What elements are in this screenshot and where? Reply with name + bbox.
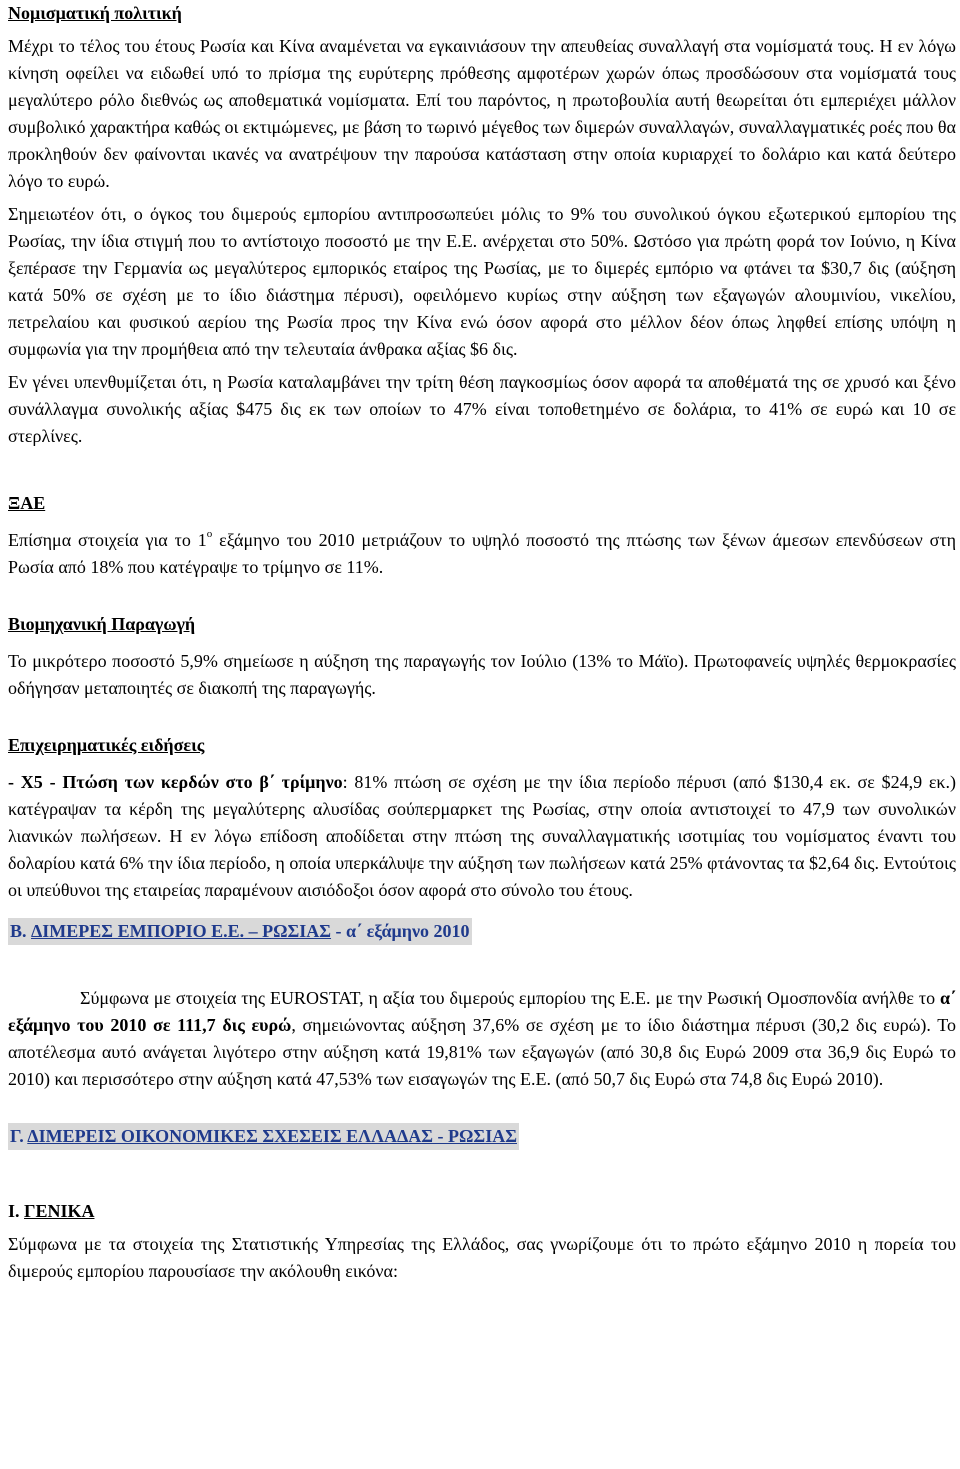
section-b-title: ΔΙΜΕΡΕΣ ΕΜΠΟΡΙΟ Ε.Ε. – ΡΩΣΙΑΣ — [31, 921, 332, 941]
industrial-production-heading: Βιομηχανική Παραγωγή — [8, 614, 196, 634]
section-b-paragraph — [8, 985, 956, 1093]
business-lead: - X5 - Πτώση των κερδών στο β΄ τρίμηνο — [8, 772, 343, 792]
fdi-heading: ΞΑΕ — [8, 493, 46, 513]
business-news-heading: Επιχειρηματικές ειδήσεις — [8, 735, 205, 755]
business-text: : 81% πτώση σε σχέση με την ίδια περίοδο πέρυσι (από $130,4 εκ. σε $24,9 εκ.) κατέγραψαν τα κέρδη της μεγαλύτερης αλυσίδας σούπερμαρκετ της Ρωσίας, στην οποία αντιστοιχεί το 47,9 των συνολικών λιανικών πωλήσεων. Η εν λόγω επίδοση αποδίδεται στην πτώση της συναλλαγματικής ισοτιμίας του νομίσματος έναντι του δολαρίου κατά 6% την ίδια περίοδο, η οποία υπερκάλυψε την αύξηση των πωλήσεων κατά 25% φτάνοντας τα $2,64 δις. Εντούτοις οι υπεύθυνοι της εταιρείας παραμένουν αισιόδοξοι όσον αφορά στο σύνολο του έτους. — [8, 772, 956, 900]
fdi-superscript: ο — [206, 528, 213, 540]
general-prefix: I. — [8, 1201, 25, 1221]
section-b-text-1: Σύμφωνα με στοιχεία της EUROSTAT, η αξία του διμερούς εμπορίου της Ε.Ε. με την Ρωσική Ομοσπονδία ανήλθε το — [80, 988, 940, 1008]
section-b-suffix: - α΄ εξάμηνο 2010 — [331, 921, 470, 941]
fdi-paragraph — [8, 527, 956, 581]
general-heading — [8, 1198, 956, 1225]
monetary-paragraph-3: Εν γένει υπενθυμίζεται ότι, η Ρωσία καταλαμβάνει την τρίτη θέση παγκοσμίως όσον αφορά τα αποθέματά της σε χρυσό και ξένο συνάλλαγμα συνολικής αξίας $475 δις εκ των οποίων το 47% είναι τοποθετημένο σε δολάρια, το 41% σε ευρώ και 10 σε στερλίνες. — [8, 372, 956, 446]
section-c-prefix: Γ. — [10, 1126, 28, 1146]
monetary-paragraph-2: Σημειωτέον ότι, ο όγκος του διμερούς εμπορίου αντιπροσωπεύει μόλις το 9% του συνολικού όγκου εξωτερικού εμπορίου της Ρωσίας, την ίδια στιγμή που το αντίστοιχο ποσοστό με την Ε.Ε. ανέρχεται στο 50%. Ωστόσο για πρώτη φορά τον Ιούνιο, η Κίνα ξεπέρασε την Γερμανία ως μεγαλύτερος εμπορικός εταίρος της Ρωσίας, με το διμερές εμπόριο να φτάνει τα $30,7 δις (αύξηση κατά 50% σε σχέση με το ίδιο διάστημα πέρυσι), οφειλόμενο κυρίως στην αύξηση των εξαγωγών αλουμινίου, νικελίου, πετρελαίου και φυσικού αερίου της Ρωσία προς την Κίνα ενώ όσον αφορά στο μέλλον δέον όπως ληφθεί επίσης υπόψη η συμφωνία για την προμήθεια από την τελευταία άνθρακα αξίας $6 δις. — [8, 204, 956, 359]
industrial-paragraph: Το μικρότερο ποσοστό 5,9% σημείωσε η αύξηση της παραγωγής τον Ιούλιο (13% το Μάϊο). Πρωτοφανείς υψηλές θερμοκρασίες οδήγησαν μεταποιητές σε διακοπή της παραγωγής. — [8, 651, 956, 698]
section-c-heading — [8, 1123, 519, 1150]
fdi-text-end: εξάμηνο του 2010 μετριάζουν το υψηλό ποσοστό της πτώσης των ξένων άμεσων επενδύσεων στη Ρωσία από 18% που κατέγραψε το τρίμηνο σε 11%. — [8, 530, 956, 577]
section-b-text-2: , σημειώνοντας αύξηση 37,6% σε σχέση με το ίδιο διάστημα πέρυσι (30,2 δις ευρώ). Το αποτέλεσμα αυτό ανάγεται λιγότερο στην αύξηση κατά 19,81% των εξαγωγών (από 30,8 δις Ευρώ 2009 στα 36,9 δις Ευρώ το 2010) και περισσότερο στην αύξηση κατά 47,53% των εισαγωγών της Ε.Ε. (από 50,7 δις Ευρώ στα 74,8 δις Ευρώ 2010). — [8, 1015, 956, 1089]
fdi-text-start: Επίσημα στοιχεία για το 1 — [8, 530, 207, 550]
monetary-policy-heading: Νομισματική πολιτική — [8, 3, 182, 23]
section-c-title: ΔΙΜΕΡΕΙΣ ΟΙΚΟΝΟΜΙΚΕΣ ΣΧΕΣΕΙΣ ΕΛΛΑΔΑΣ - ΡΩΣΙΑΣ — [27, 1126, 517, 1146]
section-b-heading — [8, 918, 472, 945]
section-b-prefix: B. — [10, 921, 32, 941]
section-b-bold: α΄ εξάμηνο του 2010 σε 111,7 δις ευρώ — [8, 988, 956, 1035]
general-paragraph: Σύμφωνα με τα στοιχεία της Στατιστικής Υπηρεσίας της Ελλάδος, σας γνωρίζουμε ότι το πρώτο εξάμηνο 2010 η πορεία του διμερούς εμπορίου παρουσίασε την ακόλουθη εικόνα: — [8, 1234, 956, 1281]
business-paragraph — [8, 769, 956, 904]
general-title: ΓΕΝΙΚΑ — [24, 1201, 95, 1221]
monetary-paragraph-1: Μέχρι το τέλος του έτους Ρωσία και Κίνα αναμένεται να εγκαινιάσουν την απευθείας συναλλαγή στα νομίσματά τους. Η εν λόγω κίνηση οφείλει να ειδωθεί υπό το πρίσμα της ευρύτερης πρόθεσης αμφοτέρων χωρών όπως προσδώσουν στα νομίσματά τους μεγαλύτερο ρόλο διεθνώς ως αποθεματικά νομίσματα. Επί του παρόντος, η πρωτοβουλία αυτή θεωρείται ότι εμπεριέχει μάλλον συμβολικό χαρακτήρα καθώς οι εκτιμώμενες, με βάση το τωρινό μέγεθος των διμερών συναλλαγών, συναλλαγματικές ροές που θα προκληθούν δεν φαίνονται ικανές να ανατρέψουν την παρούσα κατάσταση στην οποία κυριαρχεί το δολάριο και κατά δεύτερο λόγο το ευρώ. — [8, 36, 956, 191]
